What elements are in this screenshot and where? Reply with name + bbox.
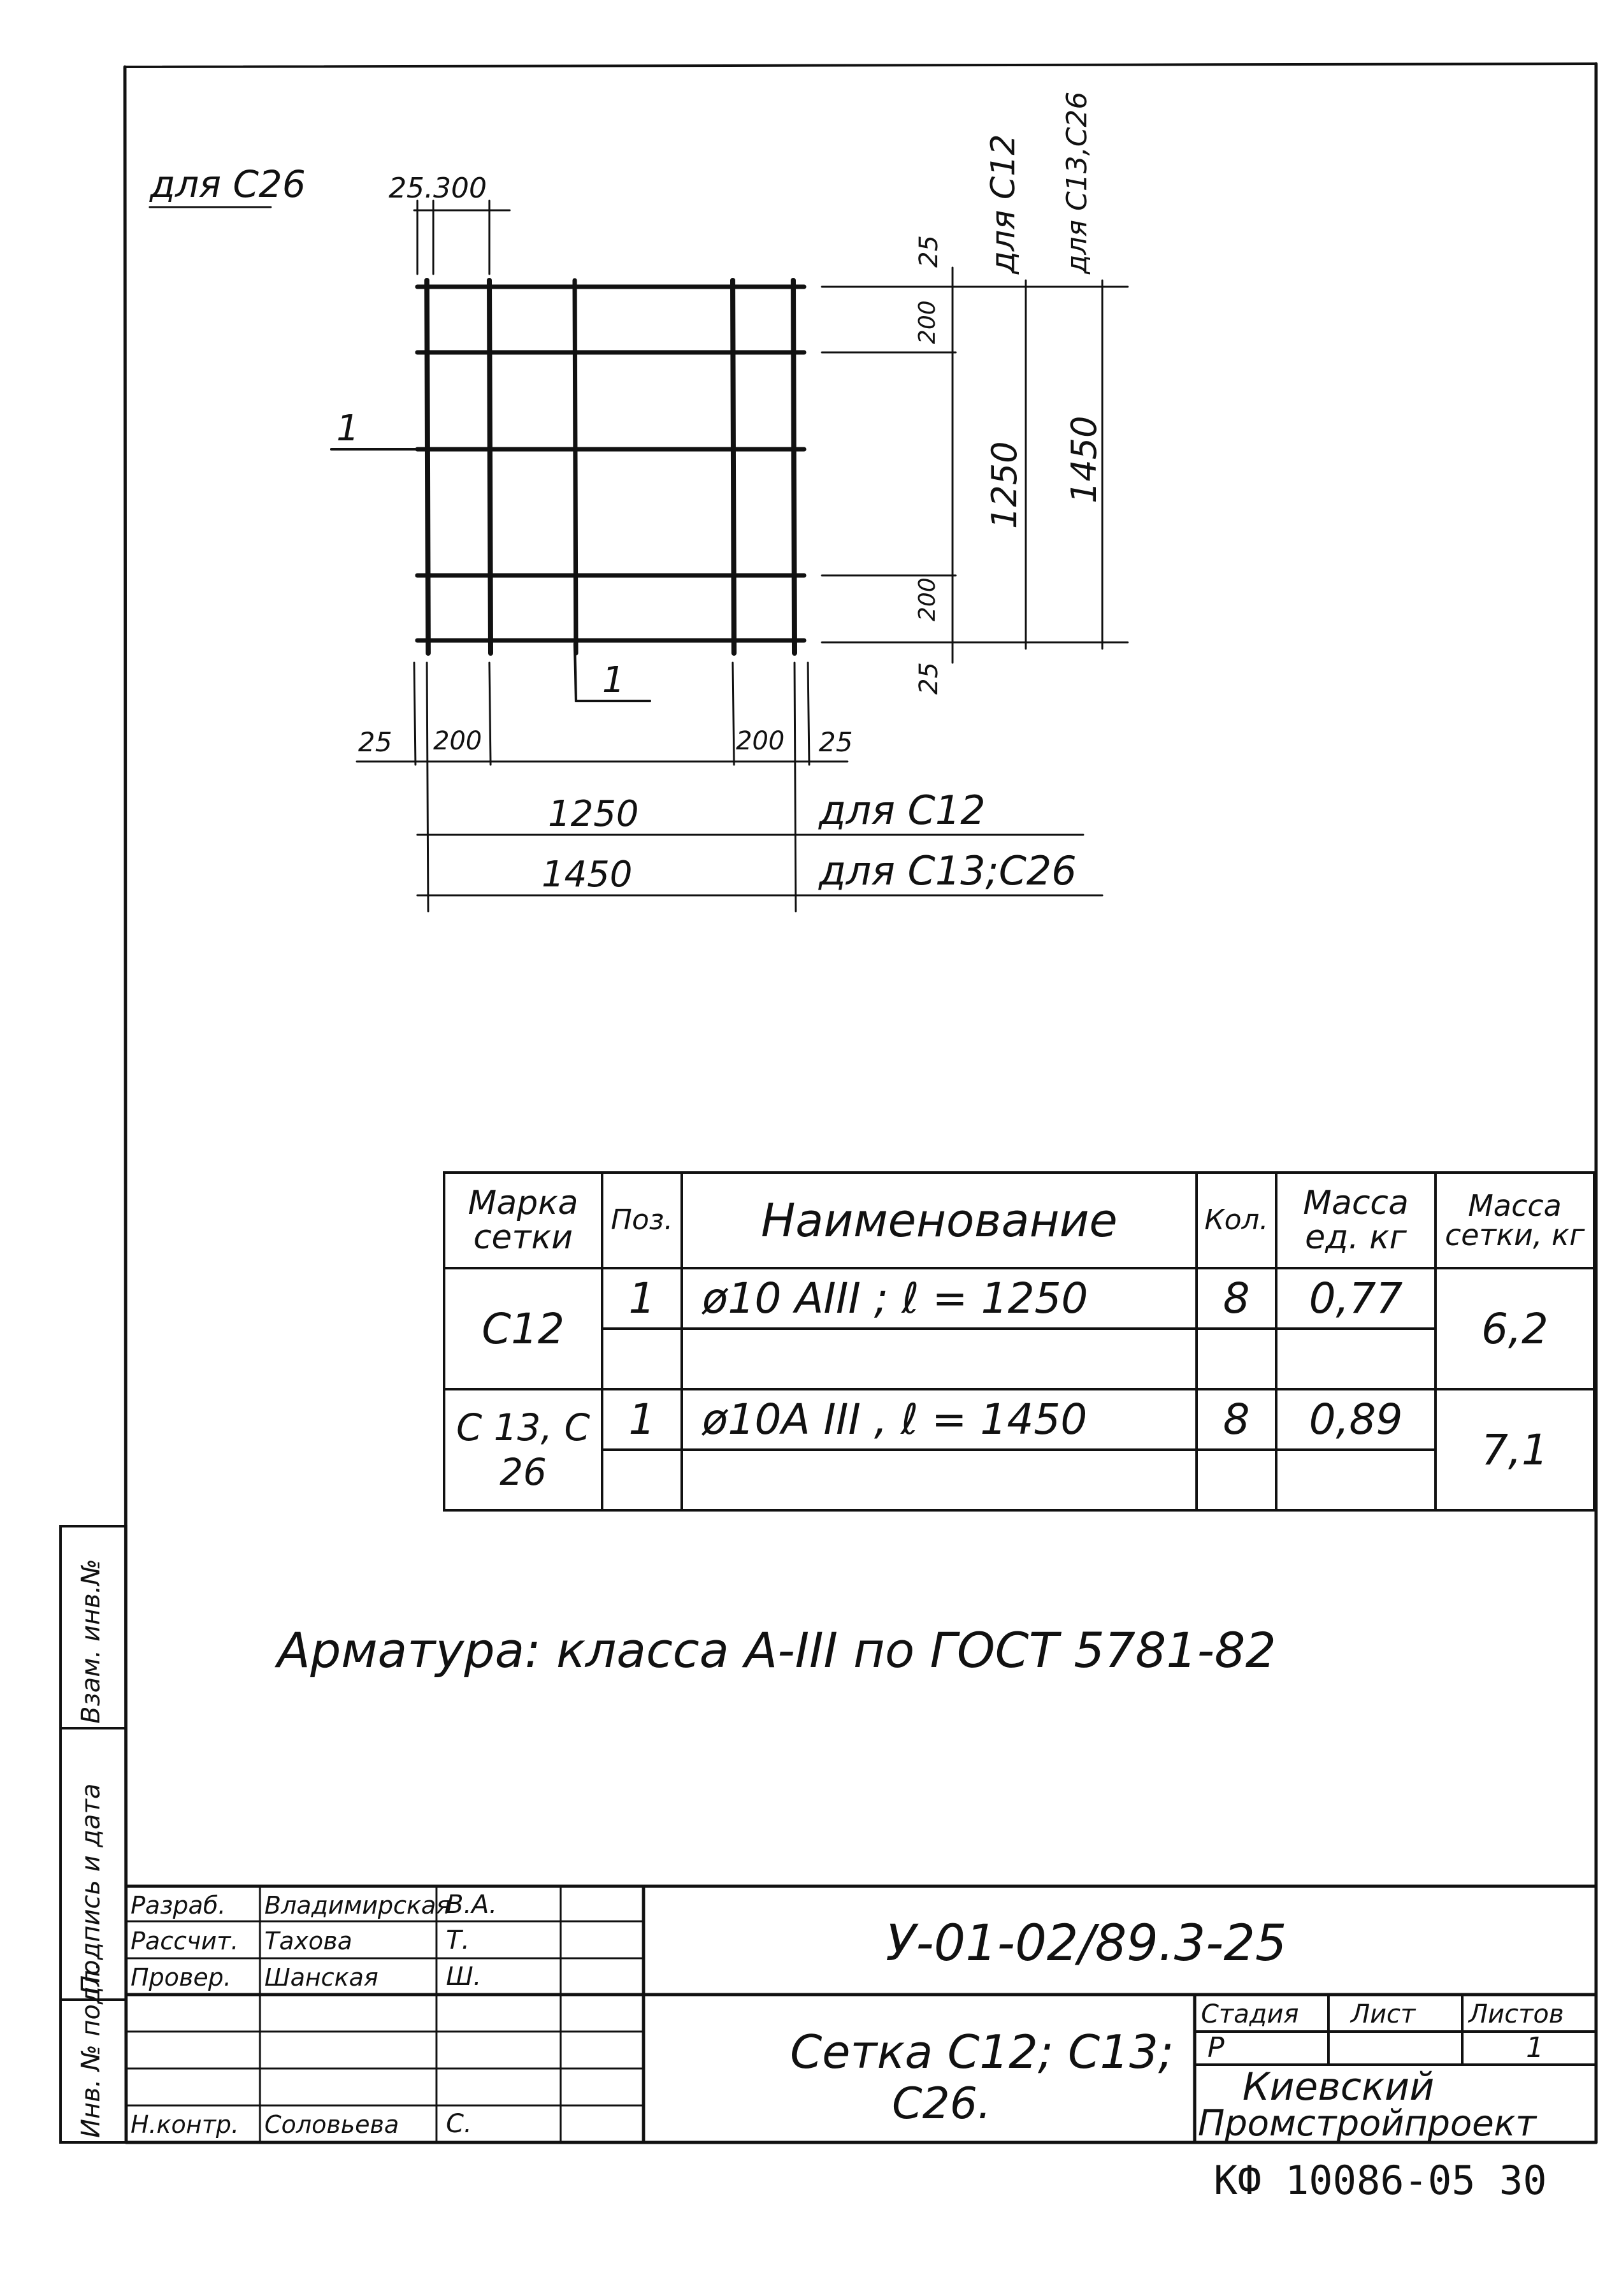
dim-25-left: 25 xyxy=(358,726,392,758)
header-unit-mass: Масса ед. кг xyxy=(1276,1173,1436,1268)
header-name: Наименование xyxy=(682,1173,1197,1268)
stage-value: Р xyxy=(1207,2032,1225,2064)
dim-25-right: 25 xyxy=(819,726,853,758)
cell-pos: 1 xyxy=(602,1389,682,1450)
bar-v5 xyxy=(793,280,795,653)
specification-table xyxy=(443,1171,1595,1512)
dim-1450-v: 1450 xyxy=(1064,415,1104,503)
table-row-empty xyxy=(444,1450,1594,1510)
sheets-value: 1 xyxy=(1526,2032,1544,2064)
label-for-c12-bottom: для С12 xyxy=(819,787,986,834)
side-replace-inv: Взам. инв.№ xyxy=(76,1559,106,1724)
role-norm-control: Н.контр. xyxy=(131,2111,240,2139)
header-mesh-mass: Масса сетки, кг xyxy=(1436,1173,1594,1268)
table-row-empty xyxy=(444,1329,1594,1389)
signature-developer: В.А. xyxy=(446,1890,498,1919)
signature-norm-control: С. xyxy=(446,2109,472,2139)
footer-code: КФ 10086-05 30 xyxy=(1214,2157,1547,2204)
dim-200-top: 200 xyxy=(914,300,940,344)
reinforcement-note: Арматура: класса А-III по ГОСТ 5781-82 xyxy=(277,1622,1276,1679)
cell-mesh-mass: 7,1 xyxy=(1436,1389,1594,1510)
label-for-c13-c26-right: для С13,С26 xyxy=(1061,91,1093,274)
cell-qty: 8 xyxy=(1197,1389,1276,1450)
cell-name: ø10 АIII ; ℓ = 1250 xyxy=(682,1268,1197,1329)
cell-name: ø10А III , ℓ = 1450 xyxy=(682,1389,1197,1450)
organization-line1: Киевский xyxy=(1242,2065,1435,2109)
name-norm-control: Соловьева xyxy=(264,2111,399,2139)
table-header-row xyxy=(444,1173,1594,1268)
bar-v3 xyxy=(575,280,576,653)
cell-pos: 1 xyxy=(602,1268,682,1329)
cell-unit-mass: 0,77 xyxy=(1276,1268,1436,1329)
header-mark: Марка сетки xyxy=(444,1173,602,1268)
role-checked: Провер. xyxy=(131,1963,231,1991)
sheets-label: Листов xyxy=(1469,2000,1564,2029)
stage-label: Стадия xyxy=(1201,2000,1299,2029)
dim-25-top: 25 xyxy=(914,235,944,268)
side-sign-date: Подпись и дата xyxy=(76,1783,106,1995)
dim-25-bottom: 25 xyxy=(914,662,944,695)
drawing-title-line2: С26. xyxy=(892,2079,991,2129)
bar-v2 xyxy=(489,280,491,653)
sheet-label: Лист xyxy=(1351,2000,1416,2029)
cell-unit-mass: 0,89 xyxy=(1276,1389,1436,1450)
dim-top-small: 25.300 xyxy=(389,172,487,205)
role-developer: Разраб. xyxy=(131,1891,226,1919)
name-checked: Шанская xyxy=(264,1963,378,1991)
dim-200-right: 200 xyxy=(736,726,785,756)
document-number: У-01-02/89.3-25 xyxy=(886,1915,1287,1972)
name-calculated: Тахова xyxy=(264,1927,352,1955)
signature-calculated: Т. xyxy=(446,1926,470,1955)
cell-qty: 8 xyxy=(1197,1268,1276,1329)
position-1-left: 1 xyxy=(336,408,359,449)
bar-v4 xyxy=(733,280,734,653)
bar-v1 xyxy=(427,280,428,653)
cell-mark: С12 xyxy=(444,1268,602,1389)
cell-mark: С 13, С 26 xyxy=(444,1389,602,1510)
side-inv-no: Инв. № подл. xyxy=(76,1962,106,2138)
cell-mesh-mass: 6,2 xyxy=(1436,1268,1594,1389)
label-for-c13-c26-bottom: для С13;С26 xyxy=(819,848,1077,894)
header-pos: Поз. xyxy=(602,1173,682,1268)
role-calculated: Рассчит. xyxy=(131,1927,239,1955)
table-row xyxy=(444,1268,1594,1329)
position-1-center: 1 xyxy=(602,660,625,701)
organization-line2: Промстройпроект xyxy=(1198,2103,1537,2144)
drawing-title-line1: Сетка С12; С13; xyxy=(790,2025,1174,2079)
frame-top xyxy=(125,64,1596,67)
label-for-c12-right: для С12 xyxy=(984,134,1023,274)
name-developer: Владимирская xyxy=(264,1891,451,1919)
dim-200-left: 200 xyxy=(433,726,482,756)
header-qty: Кол. xyxy=(1197,1173,1276,1268)
label-for-c26: для С26 xyxy=(150,162,306,206)
table-row xyxy=(444,1389,1594,1450)
dim-1250-v: 1250 xyxy=(984,441,1025,529)
dim-1250-h: 1250 xyxy=(548,793,639,835)
signature-checked: Ш. xyxy=(446,1962,482,1991)
dim-200-bottom: 200 xyxy=(914,577,940,621)
dim-1450-h: 1450 xyxy=(542,854,633,895)
